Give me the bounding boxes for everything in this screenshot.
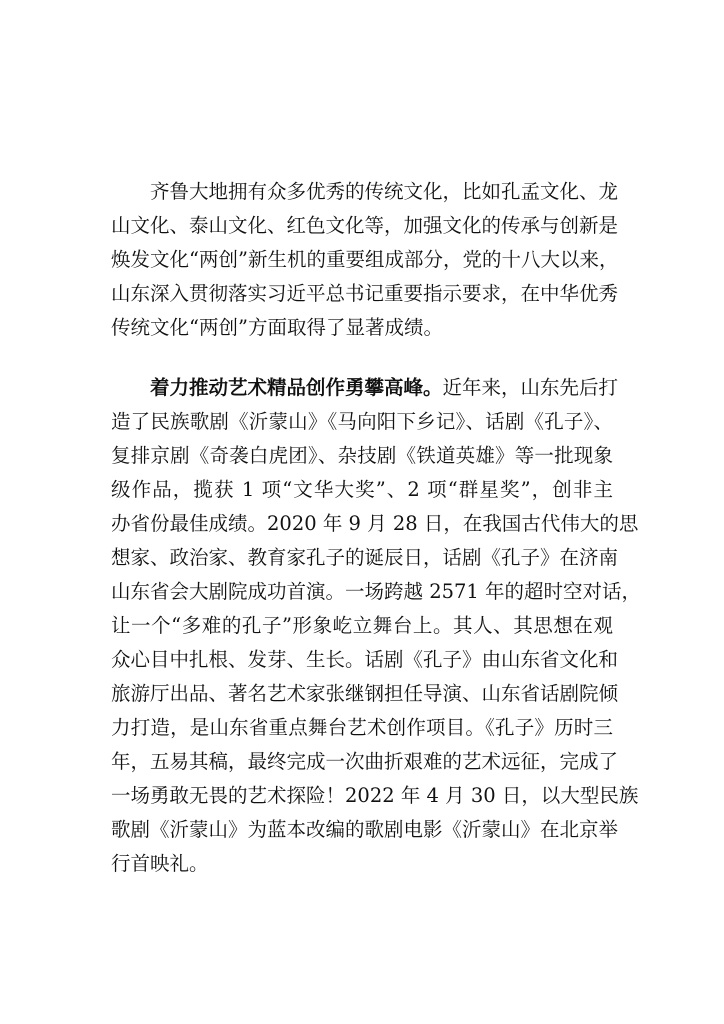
paragraph-line: 山文化、泰山文化、红色文化等，加强文化的传承与创新是 [111,214,619,237]
paragraph-first-line [150,376,619,400]
paragraph-line: 级作品，揽获 1 项“文华大奖”、2 项“群星奖”，创非主 [111,478,613,501]
paragraph-line: 年，五易其稿，最终完成一次曲折艰难的艺术远征，完成了 [111,750,619,773]
paragraph-line: 山东省会大剧院成功首演。一场跨越 2571 年的超时空对话， [111,580,642,603]
paragraph-line: 一场勇敢无畏的艺术探险！2022 年 4 月 30 日，以大型民族 [111,784,639,807]
paragraph-line: 焕发文化“两创”新生机的重要组成部分，党的十八大以来， [111,248,619,271]
paragraph-line: 歌剧《沂蒙山》为蓝本改编的歌剧电影《沂蒙山》在北京举 [111,818,619,841]
paragraph-line: 让一个“多难的孔子”形象屹立舞台上。其人、其思想在观 [111,614,613,637]
paragraph-line: 齐鲁大地拥有众多优秀的传统文化，比如孔孟文化、龙 [150,180,619,203]
paragraph-heading: 着力推动艺术精品创作勇攀高峰。 [150,376,443,399]
paragraph-line: 山东深入贯彻落实习近平总书记重要指示要求，在中华优秀 [111,282,619,305]
paragraph-line: 力打造，是山东省重点舞台艺术创作项目。《孔子》历时三 [111,716,613,739]
paragraph-line: 传统文化“两创”方面取得了显著成绩。 [111,316,443,339]
paragraph-line: 办省份最佳成绩。2020 年 9 月 28 日，在我国古代伟大的思 [111,512,639,535]
paragraph-line: 造了民族歌剧《沂蒙山》《马向阳下乡记》、话剧《孔子》、 [111,410,613,433]
paragraph-line: 众心目中扎根、发芽、生长。话剧《孔子》由山东省文化和 [111,648,619,671]
paragraph-line-rest: 近年来，山东先后打 [442,376,619,399]
paragraph-line: 行首映礼。 [111,852,209,875]
paragraph-line: 复排京剧《奇袭白虎团》、杂技剧《铁道英雄》等一批现象 [111,444,613,467]
paragraph-line: 想家、政治家、教育家孔子的诞辰日，话剧《孔子》在济南 [111,546,619,569]
paragraph-line: 旅游厅出品、著名艺术家张继钢担任导演、山东省话剧院倾 [111,682,619,705]
